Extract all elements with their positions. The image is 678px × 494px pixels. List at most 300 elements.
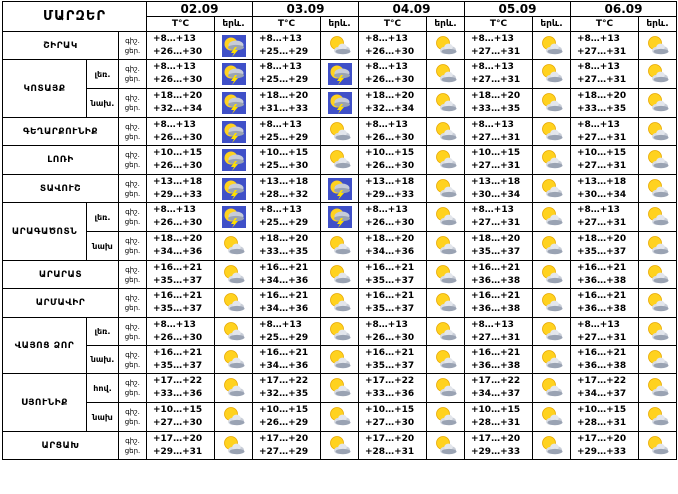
day-temperature: +27…+31 — [577, 161, 627, 171]
sun-cloud-icon — [222, 406, 246, 428]
region-row — [3, 89, 677, 118]
temperature-cell — [147, 175, 215, 203]
region-row — [3, 432, 677, 460]
day-label: ցեր. — [124, 304, 141, 312]
night-label: գիշ. — [125, 237, 140, 245]
night-label: գիշ. — [125, 265, 140, 274]
day-temperature: +35…+37 — [577, 247, 627, 257]
thunderstorm-icon — [222, 92, 246, 114]
region-row — [3, 261, 677, 289]
sun-cloud-icon — [540, 264, 564, 286]
temp-column-header: T°C — [465, 17, 533, 32]
temperature-cell — [571, 60, 639, 89]
temperature-cell — [359, 118, 427, 146]
region-name: ՍՅՈՒՆԻՔ — [3, 374, 87, 432]
day-label: ցեր. — [124, 189, 141, 198]
day-temperature: +28…+31 — [365, 446, 415, 457]
sun-cloud-icon — [646, 321, 670, 343]
night-temperature: +10…+15 — [577, 148, 627, 158]
weather-phenomenon-cell — [215, 261, 253, 289]
time-of-day-labels — [119, 60, 147, 89]
weather-phenomenon-cell — [321, 60, 359, 89]
day-temperature: +33…+36 — [153, 389, 203, 399]
night-temperature: +16…+21 — [577, 347, 627, 358]
weather-phenomenon-cell — [215, 374, 253, 403]
weather-phenomenon-cell — [427, 175, 465, 203]
sun-cloud-icon — [328, 235, 352, 257]
day-temperature: +29…+33 — [577, 446, 627, 457]
weather-phenomenon-cell — [215, 232, 253, 261]
weather-phenomenon-cell — [215, 118, 253, 146]
night-temperature: +17…+20 — [577, 433, 627, 444]
temperature-cell — [571, 261, 639, 289]
temperature-cell — [465, 346, 533, 374]
weather-phenomenon-cell — [427, 261, 465, 289]
weather-phenomenon-cell — [427, 374, 465, 403]
day-temperature: +35…+37 — [471, 247, 521, 257]
night-temperature: +16…+21 — [471, 262, 521, 273]
subregion-label: նախ — [87, 232, 119, 261]
temperature-cell — [465, 89, 533, 118]
day-temperature: +34…+36 — [365, 247, 415, 257]
day-temperature: +32…+34 — [153, 104, 203, 114]
temperature-cell — [359, 175, 427, 203]
time-of-day-labels — [119, 432, 147, 460]
day-label: ցեր. — [124, 46, 141, 55]
sun-cloud-icon — [646, 349, 670, 371]
sun-cloud-icon — [646, 264, 670, 286]
night-temperature: +16…+21 — [365, 347, 415, 358]
day-temperature: +32…+34 — [365, 104, 415, 114]
night-temperature: +16…+21 — [365, 262, 415, 273]
weather-phenomenon-cell — [321, 32, 359, 60]
phenomenon-column-header: երև. — [215, 17, 253, 32]
night-temperature: +10…+15 — [259, 405, 309, 415]
temperature-cell — [465, 374, 533, 403]
temperature-cell — [253, 232, 321, 261]
time-of-day-labels — [119, 289, 147, 318]
day-temperature: +35…+37 — [365, 275, 415, 286]
weather-phenomenon-cell — [215, 60, 253, 89]
thunderstorm-icon — [328, 63, 352, 85]
night-temperature: +16…+21 — [577, 262, 627, 273]
weather-phenomenon-cell — [215, 203, 253, 232]
sun-cloud-icon — [540, 235, 564, 257]
sun-cloud-icon — [328, 149, 352, 171]
sun-cloud-icon — [328, 35, 352, 57]
day-temperature: +27…+31 — [577, 46, 627, 57]
weather-phenomenon-cell — [427, 318, 465, 346]
night-temperature: +10…+15 — [365, 148, 415, 158]
day-temperature: +34…+37 — [471, 389, 521, 399]
sun-cloud-icon — [222, 264, 246, 286]
night-temperature: +8…+13 — [577, 205, 620, 215]
night-temperature: +8…+13 — [471, 62, 514, 72]
temperature-cell — [571, 232, 639, 261]
weather-phenomenon-cell — [533, 60, 571, 89]
subregion-label: նախ. — [87, 89, 119, 118]
weather-phenomenon-cell — [321, 232, 359, 261]
day-temperature: +26…+30 — [153, 161, 203, 171]
time-of-day-labels — [119, 89, 147, 118]
day-label: ցեր. — [124, 332, 141, 341]
night-temperature: +18…+20 — [153, 91, 203, 101]
night-temperature: +16…+21 — [153, 291, 203, 301]
sun-cloud-icon — [328, 406, 352, 428]
forecast-table-container — [2, 1, 676, 493]
weather-phenomenon-cell — [639, 60, 677, 89]
phenomenon-column-header: երև. — [639, 17, 677, 32]
sun-cloud-icon — [540, 35, 564, 57]
day-temperature: +36…+38 — [577, 275, 627, 286]
temperature-cell — [147, 203, 215, 232]
weather-phenomenon-cell — [427, 203, 465, 232]
night-label: գիշ. — [125, 322, 140, 331]
weather-phenomenon-cell — [533, 232, 571, 261]
night-temperature: +8…+13 — [365, 119, 408, 130]
temperature-cell — [253, 203, 321, 232]
day-temperature: +27…+31 — [471, 332, 521, 343]
temperature-cell — [465, 146, 533, 175]
weather-phenomenon-cell — [321, 175, 359, 203]
temperature-cell — [147, 346, 215, 374]
day-temperature: +27…+31 — [471, 161, 521, 171]
night-label: գիշ. — [125, 151, 140, 159]
night-temperature: +10…+15 — [471, 148, 521, 158]
day-temperature: +25…+30 — [259, 161, 309, 171]
day-temperature: +27…+31 — [577, 132, 627, 143]
forecast-table — [2, 1, 677, 460]
weather-phenomenon-cell — [639, 32, 677, 60]
subregion-label: լեռ. — [87, 60, 119, 89]
night-temperature: +18…+20 — [259, 91, 309, 101]
night-temperature: +13…+18 — [365, 176, 415, 187]
temperature-cell — [465, 289, 533, 318]
night-temperature: +8…+13 — [153, 319, 196, 330]
subregion-label: նախ. — [87, 346, 119, 374]
time-of-day-labels — [119, 146, 147, 175]
sun-cloud-icon — [646, 206, 670, 228]
region-row — [3, 60, 677, 89]
night-temperature: +13…+18 — [153, 176, 203, 187]
day-temperature: +33…+35 — [577, 104, 627, 114]
weather-phenomenon-cell — [215, 89, 253, 118]
temperature-cell — [465, 261, 533, 289]
night-temperature: +16…+21 — [365, 291, 415, 301]
night-temperature: +8…+13 — [577, 33, 620, 44]
sun-cloud-icon — [328, 121, 352, 143]
subregion-label: լեռ. — [87, 203, 119, 232]
weather-phenomenon-cell — [533, 261, 571, 289]
weather-phenomenon-cell — [427, 89, 465, 118]
sun-cloud-icon — [434, 178, 458, 200]
temperature-cell — [253, 146, 321, 175]
region-name: ԱՐՄԱՎԻՐ — [3, 289, 119, 318]
date-header: 05.09 — [465, 2, 571, 17]
temperature-cell — [253, 60, 321, 89]
region-row — [3, 374, 677, 403]
day-temperature: +26…+30 — [153, 75, 203, 85]
weather-phenomenon-cell — [215, 289, 253, 318]
day-temperature: +26…+30 — [365, 332, 415, 343]
day-temperature: +31…+33 — [259, 104, 309, 114]
weather-phenomenon-cell — [215, 32, 253, 60]
weather-phenomenon-cell — [215, 403, 253, 432]
day-temperature: +29…+33 — [153, 189, 203, 200]
temperature-cell — [571, 175, 639, 203]
day-temperature: +26…+30 — [153, 218, 203, 228]
temperature-cell — [359, 60, 427, 89]
sun-cloud-icon — [328, 377, 352, 399]
weather-phenomenon-cell — [321, 374, 359, 403]
night-temperature: +16…+21 — [259, 291, 309, 301]
night-temperature: +16…+21 — [153, 262, 203, 273]
day-label: ցեր. — [124, 360, 141, 369]
night-temperature: +13…+18 — [471, 176, 521, 187]
night-temperature: +8…+13 — [259, 62, 302, 72]
region-name: ԿՈՏԱՅՔ — [3, 60, 87, 118]
night-temperature: +8…+13 — [153, 205, 196, 215]
region-row — [3, 318, 677, 346]
sun-cloud-icon — [646, 406, 670, 428]
day-label: ցեր. — [124, 275, 141, 284]
weather-phenomenon-cell — [321, 346, 359, 374]
thunderstorm-icon — [222, 178, 246, 200]
day-temperature: +35…+37 — [153, 304, 203, 314]
day-temperature: +36…+38 — [577, 360, 627, 371]
sun-cloud-icon — [328, 435, 352, 457]
night-temperature: +8…+13 — [577, 62, 620, 72]
weather-phenomenon-cell — [215, 146, 253, 175]
temperature-cell — [147, 232, 215, 261]
night-temperature: +17…+20 — [153, 433, 203, 444]
night-temperature: +10…+15 — [471, 405, 521, 415]
phenomenon-column-header: երև. — [533, 17, 571, 32]
day-temperature: +25…+29 — [259, 46, 309, 57]
weather-phenomenon-cell — [639, 346, 677, 374]
sun-cloud-icon — [540, 292, 564, 314]
weather-phenomenon-cell — [639, 118, 677, 146]
region-row — [3, 403, 677, 432]
thunderstorm-icon — [328, 206, 352, 228]
day-temperature: +32…+35 — [259, 389, 309, 399]
night-temperature: +18…+20 — [365, 234, 415, 244]
sun-cloud-icon — [434, 206, 458, 228]
weather-phenomenon-cell — [533, 318, 571, 346]
weather-phenomenon-cell — [533, 146, 571, 175]
weather-phenomenon-cell — [321, 203, 359, 232]
temperature-cell — [253, 403, 321, 432]
night-temperature: +18…+20 — [471, 91, 521, 101]
sun-cloud-icon — [434, 149, 458, 171]
day-label: ցեր. — [124, 446, 141, 455]
day-temperature: +34…+36 — [259, 360, 309, 371]
sun-cloud-icon — [222, 377, 246, 399]
day-temperature: +26…+29 — [259, 418, 309, 428]
weather-phenomenon-cell — [639, 261, 677, 289]
sun-cloud-icon — [328, 292, 352, 314]
region-name: ՇԻՐԱԿ — [3, 32, 119, 60]
date-header: 03.09 — [253, 2, 359, 17]
temperature-cell — [359, 232, 427, 261]
day-temperature: +29…+33 — [365, 189, 415, 200]
temperature-cell — [359, 318, 427, 346]
weather-phenomenon-cell — [639, 289, 677, 318]
weather-phenomenon-cell — [427, 403, 465, 432]
day-temperature: +27…+29 — [259, 446, 309, 457]
temperature-cell — [359, 432, 427, 460]
day-label: ցեր. — [124, 161, 141, 169]
temperature-cell — [571, 203, 639, 232]
sun-cloud-icon — [646, 35, 670, 57]
day-temperature: +27…+31 — [471, 132, 521, 143]
sun-cloud-icon — [434, 377, 458, 399]
weather-phenomenon-cell — [639, 318, 677, 346]
temp-column-header: T°C — [253, 17, 321, 32]
sun-cloud-icon — [540, 206, 564, 228]
night-temperature: +16…+21 — [153, 347, 203, 358]
sun-cloud-icon — [434, 435, 458, 457]
weather-phenomenon-cell — [215, 432, 253, 460]
day-temperature: +27…+31 — [577, 75, 627, 85]
night-temperature: +17…+20 — [259, 433, 309, 444]
night-temperature: +17…+22 — [153, 376, 203, 386]
weather-phenomenon-cell — [427, 32, 465, 60]
temperature-cell — [359, 374, 427, 403]
weather-phenomenon-cell — [427, 232, 465, 261]
night-temperature: +16…+21 — [577, 291, 627, 301]
weather-phenomenon-cell — [533, 403, 571, 432]
weather-phenomenon-cell — [533, 118, 571, 146]
night-temperature: +8…+13 — [365, 319, 408, 330]
temperature-cell — [253, 318, 321, 346]
night-label: գիշ. — [125, 208, 140, 216]
night-temperature: +8…+13 — [153, 62, 196, 72]
temperature-cell — [571, 403, 639, 432]
sun-cloud-icon — [646, 235, 670, 257]
weather-phenomenon-cell — [427, 118, 465, 146]
day-temperature: +28…+31 — [577, 418, 627, 428]
night-label: գիշ. — [125, 36, 140, 45]
weather-phenomenon-cell — [533, 203, 571, 232]
day-temperature: +27…+31 — [577, 218, 627, 228]
temperature-cell — [253, 175, 321, 203]
night-label: գիշ. — [125, 294, 140, 302]
night-label: գիշ. — [125, 379, 140, 387]
night-temperature: +8…+13 — [365, 205, 408, 215]
night-temperature: +8…+13 — [153, 33, 196, 44]
day-label: ցեր. — [124, 132, 141, 141]
temperature-cell — [147, 60, 215, 89]
weather-phenomenon-cell — [215, 175, 253, 203]
weather-phenomenon-cell — [639, 146, 677, 175]
weather-phenomenon-cell — [639, 232, 677, 261]
weather-phenomenon-cell — [321, 118, 359, 146]
night-temperature: +8…+13 — [365, 62, 408, 72]
weather-phenomenon-cell — [321, 261, 359, 289]
day-temperature: +29…+31 — [153, 446, 203, 457]
night-temperature: +13…+18 — [577, 176, 627, 187]
day-temperature: +26…+30 — [153, 46, 203, 57]
weather-phenomenon-cell — [533, 374, 571, 403]
sun-cloud-icon — [222, 321, 246, 343]
sun-cloud-icon — [646, 149, 670, 171]
night-temperature: +17…+20 — [365, 433, 415, 444]
night-temperature: +16…+21 — [259, 262, 309, 273]
region-name: ԳԵՂԱՐՔՈՒՆԻՔ — [3, 118, 119, 146]
sun-cloud-icon — [328, 349, 352, 371]
temperature-cell — [147, 261, 215, 289]
day-temperature: +27…+31 — [577, 332, 627, 343]
temperature-cell — [571, 146, 639, 175]
temperature-cell — [359, 89, 427, 118]
day-temperature: +26…+30 — [365, 218, 415, 228]
weather-phenomenon-cell — [215, 346, 253, 374]
night-temperature: +8…+13 — [471, 319, 514, 330]
day-label: ցեր. — [124, 247, 141, 255]
night-label: գիշ. — [125, 122, 140, 131]
temperature-cell — [359, 289, 427, 318]
weather-phenomenon-cell — [215, 318, 253, 346]
region-row — [3, 203, 677, 232]
phenomenon-column-header: երև. — [321, 17, 359, 32]
sun-cloud-icon — [222, 349, 246, 371]
time-of-day-labels — [119, 318, 147, 346]
temperature-cell — [571, 346, 639, 374]
sun-cloud-icon — [434, 349, 458, 371]
temperature-cell — [147, 318, 215, 346]
temperature-cell — [571, 89, 639, 118]
night-temperature: +18…+20 — [259, 234, 309, 244]
day-label: ցեր. — [124, 418, 141, 426]
night-temperature: +8…+13 — [153, 119, 196, 130]
night-temperature: +10…+15 — [577, 405, 627, 415]
temperature-cell — [253, 432, 321, 460]
night-temperature: +8…+13 — [471, 119, 514, 130]
temperature-cell — [147, 403, 215, 432]
night-temperature: +10…+15 — [365, 405, 415, 415]
weather-phenomenon-cell — [639, 89, 677, 118]
time-of-day-labels — [119, 261, 147, 289]
weather-phenomenon-cell — [427, 346, 465, 374]
temperature-cell — [359, 203, 427, 232]
day-temperature: +35…+37 — [365, 360, 415, 371]
night-temperature: +17…+22 — [365, 376, 415, 386]
sun-cloud-icon — [540, 121, 564, 143]
weather-phenomenon-cell — [533, 175, 571, 203]
temp-column-header: T°C — [147, 17, 215, 32]
region-row — [3, 118, 677, 146]
subregion-label: հով. — [87, 374, 119, 403]
weather-phenomenon-cell — [321, 403, 359, 432]
sun-cloud-icon — [646, 178, 670, 200]
sun-cloud-icon — [434, 264, 458, 286]
weather-phenomenon-cell — [321, 432, 359, 460]
night-temperature: +18…+20 — [577, 91, 627, 101]
thunderstorm-icon — [328, 92, 352, 114]
region-name: ԼՈՌԻ — [3, 146, 119, 175]
temperature-cell — [147, 118, 215, 146]
night-temperature: +8…+13 — [259, 119, 302, 130]
day-temperature: +34…+36 — [259, 304, 309, 314]
temperature-cell — [465, 432, 533, 460]
temperature-cell — [465, 203, 533, 232]
time-of-day-labels — [119, 232, 147, 261]
day-label: ցեր. — [124, 218, 141, 226]
sun-cloud-icon — [328, 321, 352, 343]
night-temperature: +13…+18 — [259, 176, 309, 187]
region-column-header: ՄԱՐԶԵՐ — [3, 2, 147, 32]
